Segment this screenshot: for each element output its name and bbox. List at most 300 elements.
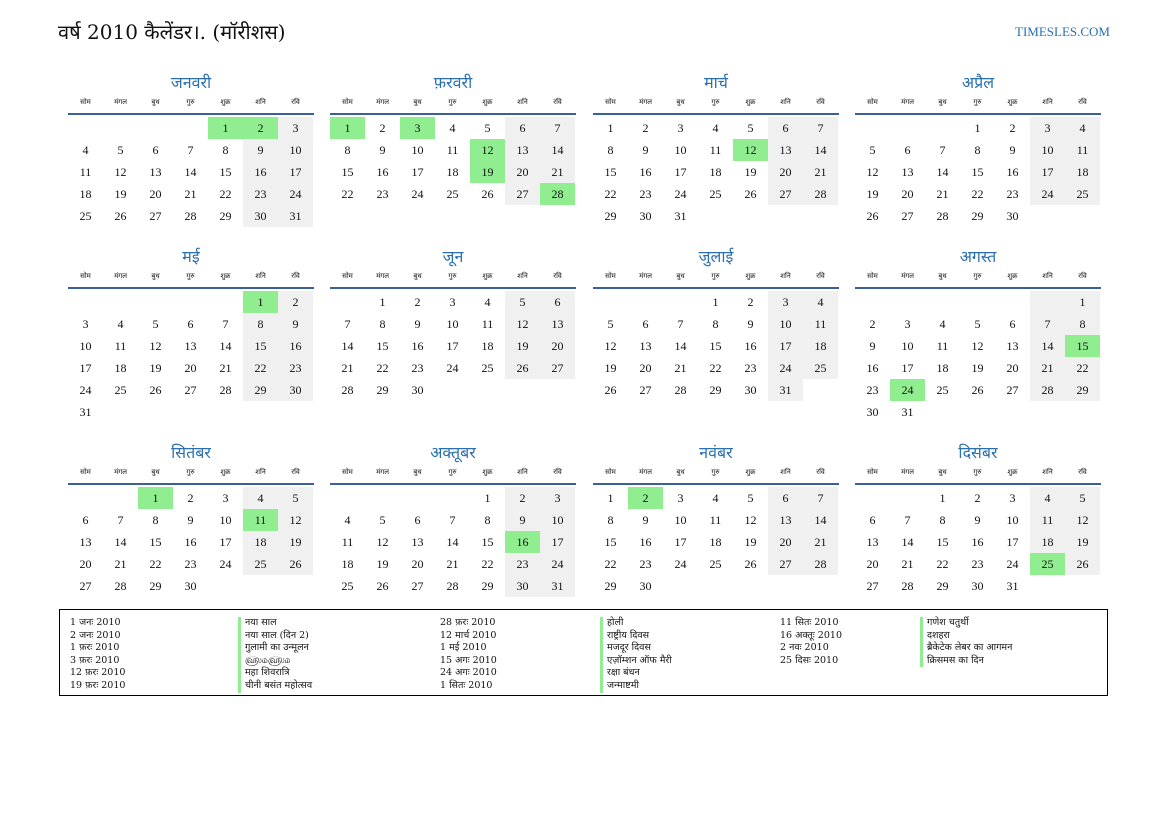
day-cell: 3: [904, 317, 911, 331]
day-cell: 16: [1006, 165, 1019, 179]
holiday-day: 12: [733, 139, 768, 161]
empty-cell: [960, 291, 995, 313]
day-cell: 8: [1065, 313, 1100, 335]
day-cell: 3: [449, 295, 456, 309]
empty-cell: [628, 291, 663, 313]
weekday-label: शनि: [1042, 272, 1053, 280]
holiday-day: 3: [400, 117, 435, 139]
weekday-label: गुरु: [973, 468, 982, 476]
day-cell: 8: [974, 143, 981, 157]
day-cell: 9: [379, 143, 386, 157]
day-cell: 24: [79, 383, 92, 397]
day-cell: 21: [219, 361, 232, 375]
weekday-header: [330, 272, 576, 289]
day-cell: 26: [481, 187, 494, 201]
empty-cell: [1030, 291, 1065, 313]
weekday-label: बुध: [676, 468, 685, 476]
day-cell: 14: [901, 535, 914, 549]
weekday-label: शुक्र: [482, 272, 493, 280]
day-grid: [593, 117, 839, 227]
weekday-label: मंगल: [901, 468, 914, 476]
day-cell: 14: [1030, 335, 1065, 357]
weekday-label: सोम: [867, 468, 878, 476]
day-cell: 20: [768, 161, 803, 183]
holiday-day: 28: [540, 183, 575, 205]
day-cell: 29: [481, 579, 494, 593]
day-cell: 13: [768, 509, 803, 531]
empty-cell: [1030, 575, 1065, 597]
weekday-label: मंगल: [376, 468, 389, 476]
day-cell: 14: [219, 339, 232, 353]
weekday-label: शुक्र: [745, 98, 756, 106]
day-cell: 12: [149, 339, 162, 353]
weekday-label: गुरु: [711, 272, 720, 280]
day-cell: 8: [344, 143, 351, 157]
day-cell: 19: [971, 361, 984, 375]
day-cell: 20: [1006, 361, 1019, 375]
holiday-dates-column: [780, 617, 842, 667]
day-grid: [68, 291, 314, 423]
day-cell: 4: [712, 491, 719, 505]
day-grid: [68, 487, 314, 597]
holiday-date: 11 सितः 2010: [780, 617, 839, 628]
month-name: सितंबर: [171, 443, 211, 462]
day-cell: 9: [974, 513, 981, 527]
day-cell: 20: [768, 531, 803, 553]
day-cell: 23: [184, 557, 197, 571]
weekday-label: गुरु: [186, 272, 195, 280]
day-cell: 8: [607, 143, 614, 157]
day-cell: 20: [639, 361, 652, 375]
day-cell: 8: [243, 313, 278, 335]
weekday-label: शनि: [780, 98, 791, 106]
day-cell: 1: [974, 121, 981, 135]
holiday-date: 12 फ़रः 2010: [70, 667, 126, 679]
day-cell: 16: [971, 535, 984, 549]
day-cell: 13: [149, 165, 162, 179]
holiday-date: 2 नवः 2010: [780, 642, 829, 654]
day-cell: 25: [446, 187, 459, 201]
holiday-day: 25: [1030, 553, 1065, 575]
day-cell: 30: [744, 383, 757, 397]
day-cell: 6: [540, 291, 575, 313]
day-cell: 8: [152, 513, 159, 527]
day-cell: 21: [936, 187, 949, 201]
empty-cell: [138, 117, 173, 139]
day-cell: 10: [674, 513, 687, 527]
day-cell: 19: [744, 165, 757, 179]
weekday-header: [593, 98, 839, 115]
month-2: [330, 72, 576, 205]
day-cell: 21: [114, 557, 127, 571]
holiday-name: रक्षा बंधन: [600, 667, 672, 680]
empty-cell: [803, 205, 838, 227]
day-cell: 17: [446, 339, 459, 353]
day-cell: 22: [604, 557, 617, 571]
empty-cell: [278, 575, 313, 597]
weekday-label: शुक्र: [482, 98, 493, 106]
day-cell: 10: [219, 513, 232, 527]
weekday-label: गुरु: [973, 272, 982, 280]
day-cell: 24: [768, 357, 803, 379]
holiday-name: नया साल: [238, 617, 312, 630]
day-cell: 14: [184, 165, 197, 179]
day-cell: 13: [79, 535, 92, 549]
day-cell: 22: [243, 357, 278, 379]
day-cell: 5: [747, 491, 754, 505]
day-cell: 24: [278, 183, 313, 205]
empty-cell: [855, 487, 890, 509]
day-cell: 19: [505, 335, 540, 357]
day-cell: 19: [1065, 531, 1100, 553]
day-cell: 22: [341, 187, 354, 201]
empty-cell: [1030, 205, 1065, 227]
weekday-header: [330, 468, 576, 485]
holiday-name: दशहरा: [920, 630, 1012, 643]
holiday-name: गुलामी का उन्मूलन: [238, 642, 312, 655]
day-cell: 26: [1065, 553, 1100, 575]
day-cell: 17: [219, 535, 232, 549]
day-cell: 14: [446, 535, 459, 549]
weekday-label: बुध: [151, 272, 160, 280]
weekday-header: [68, 468, 314, 485]
month-name: जून: [442, 247, 464, 266]
day-cell: 21: [341, 361, 354, 375]
day-cell: 10: [1030, 139, 1065, 161]
day-cell: 25: [481, 361, 494, 375]
weekday-label: रवि: [553, 272, 562, 280]
empty-cell: [925, 401, 960, 423]
day-cell: 10: [79, 339, 92, 353]
weekday-label: बुध: [413, 98, 422, 106]
day-cell: 25: [709, 187, 722, 201]
day-cell: 28: [219, 383, 232, 397]
day-cell: 15: [971, 165, 984, 179]
weekday-label: मंगल: [639, 98, 652, 106]
day-cell: 1: [379, 295, 386, 309]
day-cell: 16: [278, 335, 313, 357]
day-cell: 10: [674, 143, 687, 157]
day-cell: 7: [540, 117, 575, 139]
weekday-label: रवि: [291, 468, 300, 476]
day-cell: 4: [82, 143, 89, 157]
day-cell: 23: [971, 557, 984, 571]
day-cell: 25: [114, 383, 127, 397]
weekday-label: रवि: [553, 468, 562, 476]
weekday-header: [330, 98, 576, 115]
day-cell: 25: [79, 209, 92, 223]
holiday-names-column: [238, 617, 312, 693]
day-cell: 6: [869, 513, 876, 527]
day-cell: 23: [1006, 187, 1019, 201]
holiday-name: होली: [600, 617, 672, 630]
day-cell: 21: [803, 531, 838, 553]
empty-cell: [103, 291, 138, 313]
day-cell: 15: [376, 339, 389, 353]
day-cell: 22: [481, 557, 494, 571]
day-cell: 28: [803, 553, 838, 575]
day-cell: 18: [709, 535, 722, 549]
day-cell: 30: [505, 575, 540, 597]
day-cell: 4: [712, 121, 719, 135]
day-cell: 1: [607, 121, 614, 135]
day-cell: 9: [243, 139, 278, 161]
day-cell: 31: [1006, 579, 1019, 593]
month-name: जुलाई: [698, 247, 734, 266]
month-4: [855, 72, 1101, 227]
empty-cell: [925, 291, 960, 313]
day-cell: 5: [747, 121, 754, 135]
weekday-label: शनि: [780, 272, 791, 280]
holiday-name: ब्रैकेटेक लेबर का आगमन: [920, 642, 1012, 655]
day-cell: 11: [481, 317, 494, 331]
weekday-label: शुक्र: [220, 98, 231, 106]
day-cell: 22: [936, 557, 949, 571]
weekday-label: रवि: [816, 272, 825, 280]
day-cell: 28: [803, 183, 838, 205]
day-cell: 27: [768, 553, 803, 575]
empty-cell: [733, 575, 768, 597]
day-cell: 23: [639, 557, 652, 571]
day-cell: 18: [803, 335, 838, 357]
day-cell: 7: [117, 513, 124, 527]
weekday-label: सोम: [342, 272, 353, 280]
weekday-label: सोम: [867, 98, 878, 106]
day-cell: 17: [79, 361, 92, 375]
day-grid: [855, 291, 1101, 423]
day-cell: 19: [149, 361, 162, 375]
day-cell: 19: [376, 557, 389, 571]
day-cell: 19: [744, 535, 757, 549]
day-cell: 11: [1030, 509, 1065, 531]
day-cell: 10: [901, 339, 914, 353]
month-name: अक्तूबर: [430, 443, 476, 462]
weekday-label: शनि: [780, 468, 791, 476]
day-cell: 13: [540, 313, 575, 335]
day-cell: 13: [411, 535, 424, 549]
day-cell: 22: [604, 187, 617, 201]
weekday-label: शुक्र: [1007, 272, 1018, 280]
day-cell: 25: [803, 357, 838, 379]
day-cell: 5: [607, 317, 614, 331]
day-cell: 4: [939, 317, 946, 331]
month-name: जनवरी: [170, 73, 212, 92]
day-cell: 18: [1065, 161, 1100, 183]
day-cell: 5: [869, 143, 876, 157]
day-cell: 7: [904, 513, 911, 527]
day-cell: 25: [709, 557, 722, 571]
day-cell: 20: [411, 557, 424, 571]
day-cell: 22: [376, 361, 389, 375]
day-cell: 18: [936, 361, 949, 375]
day-cell: 15: [219, 165, 232, 179]
day-cell: 11: [803, 313, 838, 335]
holiday-day: 2: [628, 487, 663, 509]
month-3: [593, 72, 839, 227]
day-cell: 9: [187, 513, 194, 527]
weekday-label: शनि: [517, 468, 528, 476]
day-cell: 8: [607, 513, 614, 527]
day-cell: 17: [1030, 161, 1065, 183]
day-cell: 12: [278, 509, 313, 531]
day-cell: 31: [278, 205, 313, 227]
weekday-label: शुक्र: [482, 468, 493, 476]
day-cell: 8: [484, 513, 491, 527]
site-link[interactable]: TIMESLES.COM: [1015, 24, 1110, 39]
day-cell: 7: [344, 317, 351, 331]
day-cell: 26: [744, 187, 757, 201]
empty-cell: [1065, 575, 1100, 597]
weekday-label: मंगल: [114, 272, 127, 280]
day-cell: 14: [803, 509, 838, 531]
month-11: [593, 442, 839, 597]
month-1: [68, 72, 314, 227]
day-cell: 11: [1065, 139, 1100, 161]
day-cell: 22: [219, 187, 232, 201]
weekday-label: बुध: [413, 468, 422, 476]
holiday-name: नया साल (दिन 2): [238, 630, 312, 643]
day-cell: 30: [278, 379, 313, 401]
day-cell: 13: [1006, 339, 1019, 353]
day-cell: 11: [79, 165, 92, 179]
day-cell: 24: [540, 553, 575, 575]
day-cell: 27: [639, 383, 652, 397]
empty-cell: [593, 291, 628, 313]
day-cell: 18: [1030, 531, 1065, 553]
day-cell: 30: [243, 205, 278, 227]
empty-cell: [733, 205, 768, 227]
day-cell: 3: [1009, 491, 1016, 505]
day-cell: 22: [1065, 357, 1100, 379]
day-cell: 8: [939, 513, 946, 527]
day-cell: 15: [243, 335, 278, 357]
day-cell: 25: [243, 553, 278, 575]
day-cell: 28: [901, 579, 914, 593]
empty-cell: [103, 487, 138, 509]
day-cell: 15: [341, 165, 354, 179]
day-cell: 5: [484, 121, 491, 135]
weekday-label: गुरु: [448, 98, 457, 106]
day-cell: 14: [341, 339, 354, 353]
day-cell: 1: [712, 295, 719, 309]
day-cell: 9: [642, 143, 649, 157]
day-cell: 29: [1065, 379, 1100, 401]
empty-cell: [925, 117, 960, 139]
day-cell: 18: [243, 531, 278, 553]
empty-cell: [208, 291, 243, 313]
day-cell: 5: [505, 291, 540, 313]
day-cell: 9: [505, 509, 540, 531]
day-cell: 17: [411, 165, 424, 179]
empty-cell: [663, 575, 698, 597]
day-cell: 27: [411, 579, 424, 593]
day-cell: 28: [114, 579, 127, 593]
day-cell: 14: [114, 535, 127, 549]
day-cell: 13: [901, 165, 914, 179]
empty-cell: [243, 401, 278, 423]
holiday-dates-column: [440, 617, 497, 693]
day-cell: 5: [117, 143, 124, 157]
day-cell: 3: [278, 117, 313, 139]
day-cell: 9: [747, 317, 754, 331]
day-cell: 31: [540, 575, 575, 597]
weekday-label: शनि: [255, 468, 266, 476]
day-cell: 28: [446, 579, 459, 593]
day-cell: 24: [219, 557, 232, 571]
weekday-label: बुध: [151, 468, 160, 476]
day-cell: 3: [82, 317, 89, 331]
weekday-label: गुरु: [711, 468, 720, 476]
holiday-date: 1 मई 2010: [440, 642, 487, 654]
day-cell: 21: [901, 557, 914, 571]
day-cell: 29: [243, 379, 278, 401]
day-cell: 11: [446, 143, 459, 157]
day-cell: 7: [803, 487, 838, 509]
weekday-label: शनि: [1042, 98, 1053, 106]
day-cell: 13: [768, 139, 803, 161]
day-cell: 13: [639, 339, 652, 353]
weekday-label: रवि: [816, 98, 825, 106]
day-cell: 2: [642, 121, 649, 135]
page-title: वर्ष 2010 कैलेंडर।. (मॉरीशस): [58, 20, 286, 44]
month-5: [68, 246, 314, 423]
day-cell: 21: [674, 361, 687, 375]
day-cell: 3: [677, 121, 684, 135]
weekday-label: सोम: [80, 272, 91, 280]
weekday-label: रवि: [1078, 468, 1087, 476]
day-cell: 15: [604, 535, 617, 549]
day-cell: 16: [243, 161, 278, 183]
weekday-label: रवि: [1078, 98, 1087, 106]
day-cell: 25: [1065, 183, 1100, 205]
empty-cell: [803, 379, 838, 401]
day-cell: 19: [604, 361, 617, 375]
weekday-label: बुध: [151, 98, 160, 106]
day-cell: 26: [744, 557, 757, 571]
day-cell: 4: [484, 295, 491, 309]
day-grid: [855, 117, 1101, 227]
day-cell: 29: [604, 209, 617, 223]
day-cell: 12: [1065, 509, 1100, 531]
day-cell: 12: [971, 339, 984, 353]
empty-cell: [103, 117, 138, 139]
day-cell: 9: [642, 513, 649, 527]
day-cell: 26: [376, 579, 389, 593]
weekday-label: गुरु: [973, 98, 982, 106]
day-cell: 24: [411, 187, 424, 201]
day-cell: 18: [79, 187, 92, 201]
day-cell: 29: [149, 579, 162, 593]
day-cell: 20: [184, 361, 197, 375]
day-cell: 21: [184, 187, 197, 201]
holiday-day: 1: [208, 117, 243, 139]
day-cell: 16: [411, 339, 424, 353]
empty-cell: [138, 401, 173, 423]
day-cell: 16: [744, 339, 757, 353]
day-cell: 3: [677, 491, 684, 505]
day-cell: 21: [1030, 357, 1065, 379]
weekday-label: सोम: [605, 272, 616, 280]
empty-cell: [855, 291, 890, 313]
day-cell: 6: [505, 117, 540, 139]
weekday-header: [593, 272, 839, 289]
weekday-header: [855, 98, 1101, 115]
empty-cell: [103, 401, 138, 423]
day-cell: 17: [674, 165, 687, 179]
day-cell: 17: [1006, 535, 1019, 549]
day-cell: 26: [604, 383, 617, 397]
empty-cell: [470, 379, 505, 401]
